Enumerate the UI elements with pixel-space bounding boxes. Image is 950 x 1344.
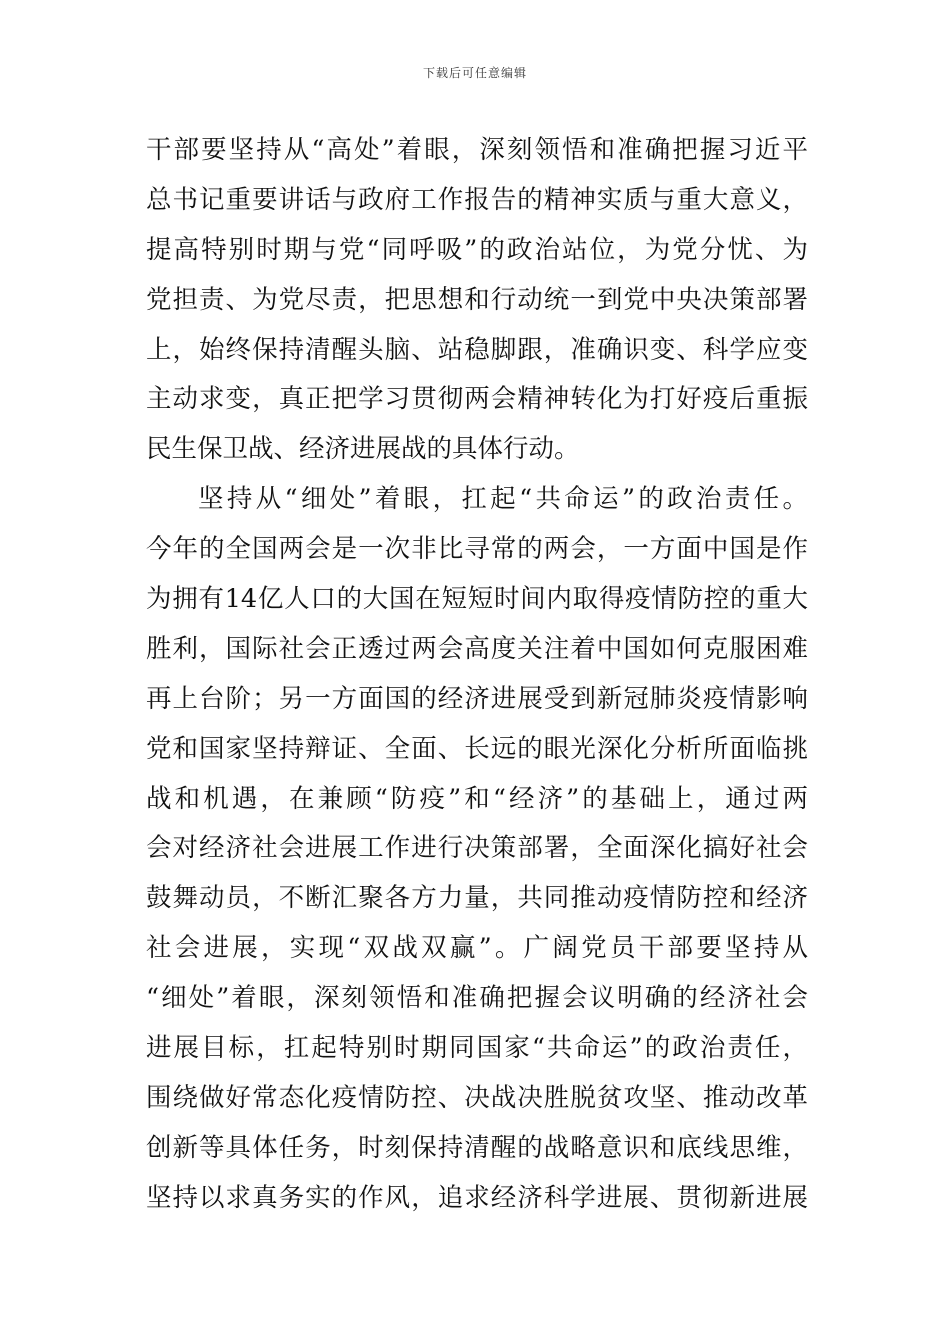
text-line: 总书记重要讲话与政府工作报告的精神实质与重大意义， — [146, 184, 808, 215]
text-line: 上，始终保持清醒头脑、站稳脚跟，准确识变、科学应变 — [146, 334, 808, 365]
text-line: 党和国家坚持辩证、全面、长远的眼光深化分析所面临挑 — [146, 733, 808, 764]
text-line: 坚持以求真务实的作风，追求经济科学进展、贯彻新进展 — [146, 1182, 808, 1213]
text-line: 鼓舞动员，不断汇聚各方力量，共同推动疫情防控和经济 — [146, 883, 808, 914]
paragraph-1 — [146, 126, 808, 475]
text-line: 主动求变，真正把学习贯彻两会精神转化为打好疫后重振 — [146, 384, 808, 415]
text-line: 会对经济社会进展工作进行决策部署，全面深化搞好社会 — [146, 833, 808, 864]
text-line: 创新等具体任务，时刻保持清醒的战略意识和底线思维， — [146, 1132, 808, 1163]
document-body — [146, 126, 808, 1224]
text-line: 提高特别时期与党“同呼吸”的政治站位，为党分忧、为 — [146, 234, 808, 265]
page-header-note: 下载后可任意编辑 — [422, 66, 527, 80]
text-line: 进展目标，扛起特别时期同国家“共命运”的政治责任， — [146, 1033, 808, 1064]
text-line: 围绕做好常态化疫情防控、决战决胜脱贫攻坚、推动改革 — [146, 1082, 808, 1113]
text-line: 为拥有14亿人口的大国在短短时间内取得疫情防控的重大 — [146, 584, 808, 615]
text-line: 再上台阶；另一方面国的经济进展受到新冠肺炎疫情影响 — [146, 683, 808, 714]
text-line: 今年的全国两会是一次非比寻常的两会，一方面中国是作 — [146, 534, 808, 565]
paragraph-2 — [146, 475, 808, 1223]
text-line: “细处”着眼，深刻领悟和准确把握会议明确的经济社会 — [146, 983, 808, 1014]
text-line: 社会进展，实现“双战双赢”。广阔党员干部要坚持从 — [146, 933, 808, 964]
text-line: 坚持从“细处”着眼，扛起“共命运”的政治责任。 — [198, 484, 808, 515]
text-line: 党担责、为党尽责，把思想和行动统一到党中央决策部署 — [146, 284, 808, 315]
text-line: 战和机遇，在兼顾“防疫”和“经济”的基础上，通过两 — [146, 783, 808, 814]
text-line: 干部要坚持从“高处”着眼，深刻领悟和准确把握习近平 — [146, 135, 808, 165]
text-line: 民生保卫战、经济进展战的具体行动。 — [146, 434, 580, 465]
text-line: 胜利，国际社会正透过两会高度关注着中国如何克服困难 — [146, 633, 808, 664]
